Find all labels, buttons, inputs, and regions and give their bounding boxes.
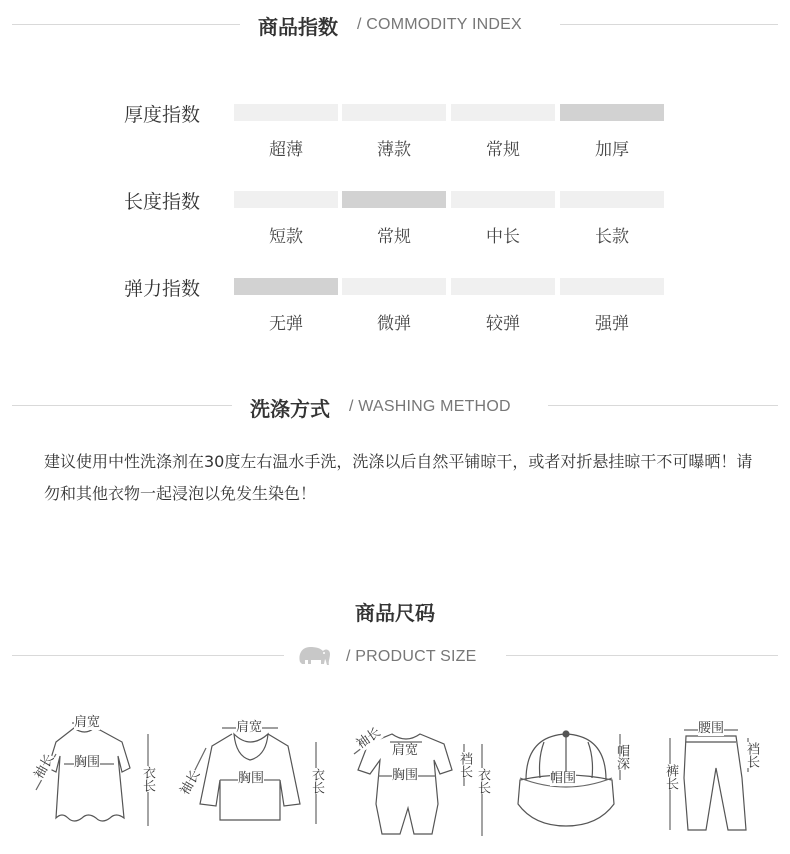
- commodity-subtitle: / COMMODITY INDEX: [357, 16, 522, 33]
- elasticity-bar-1: [342, 278, 446, 295]
- elasticity-option: 无弹: [269, 314, 303, 334]
- divider-left: [12, 24, 240, 25]
- elasticity-bar-2: [451, 278, 555, 295]
- chest-label: 胸围: [238, 771, 265, 786]
- length-option: 短款: [269, 227, 303, 247]
- elasticity-option: 较弹: [486, 314, 520, 334]
- divider-right: [506, 655, 778, 656]
- waist-label: 腰围: [698, 721, 725, 736]
- depth-label: 帽深: [614, 744, 629, 770]
- shoulder-label: 肩宽: [236, 720, 263, 735]
- divider-left: [12, 405, 232, 406]
- thickness-bar-3: [560, 104, 664, 121]
- thickness-bar-0: [234, 104, 338, 121]
- length-bar-0: [234, 191, 338, 208]
- commodity-title: 商品指数: [258, 15, 338, 39]
- romper-diagram: [340, 708, 500, 848]
- length-bar-2: [451, 191, 555, 208]
- thickness-option: 薄款: [377, 140, 411, 160]
- divider-right: [560, 24, 778, 25]
- divider-right: [548, 405, 778, 406]
- length-bar-3: [560, 191, 664, 208]
- hoodie-diagram: [176, 708, 326, 838]
- length-label: 衣长: [140, 766, 155, 792]
- size-subtitle: / PRODUCT SIZE: [346, 648, 477, 665]
- washing-instructions: 建议使用中性洗涤剂在30度左右温水手洗，洗涤以后自然平铺晾干，或者对折悬挂晾干不可曝晒！请勿和其他衣物一起浸泡以免发生染色！: [44, 452, 753, 503]
- cap-diagram: [508, 708, 638, 838]
- thickness-bar-1: [342, 104, 446, 121]
- shoulder-label: 肩宽: [74, 715, 101, 730]
- length-label: 衣长: [475, 768, 490, 794]
- rise-label: 裆长: [457, 752, 472, 778]
- length-option: 中长: [486, 227, 520, 247]
- length-option: 常规: [377, 227, 411, 247]
- length-bar-1: [342, 191, 446, 208]
- sleeve-label: 袖长: [353, 724, 384, 753]
- dress-diagram: [30, 708, 160, 838]
- length-label: 衣长: [309, 768, 324, 794]
- elasticity-label: 弹力指数: [124, 278, 201, 300]
- length-label: 长度指数: [124, 191, 201, 213]
- rise-label: 裆长: [744, 742, 759, 768]
- thickness-option: 超薄: [269, 140, 303, 160]
- circumference-label: 帽围: [550, 771, 577, 786]
- elasticity-bar-0: [234, 278, 338, 295]
- pants-diagram: [650, 708, 780, 838]
- sleeve-label: 袖长: [31, 751, 58, 782]
- washing-title: 洗涤方式: [250, 397, 330, 421]
- chest-label: 胸围: [392, 768, 419, 783]
- thickness-option: 常规: [486, 140, 520, 160]
- length-option: 长款: [595, 227, 629, 247]
- thickness-label: 厚度指数: [124, 104, 201, 126]
- elasticity-option: 强弹: [595, 314, 629, 334]
- sleeve-label: 袖长: [177, 767, 204, 798]
- elephant-icon: [296, 642, 332, 668]
- elasticity-bar-3: [560, 278, 664, 295]
- chest-label: 胸围: [74, 755, 101, 770]
- pants-length-label: 裤长: [663, 764, 678, 790]
- thickness-bar-2: [451, 104, 555, 121]
- washing-subtitle: / WASHING METHOD: [349, 398, 511, 415]
- size-title: 商品尺码: [355, 601, 435, 625]
- thickness-option: 加厚: [595, 140, 629, 160]
- elasticity-option: 微弹: [377, 314, 411, 334]
- shoulder-label: 肩宽: [392, 743, 419, 758]
- divider-left: [12, 655, 284, 656]
